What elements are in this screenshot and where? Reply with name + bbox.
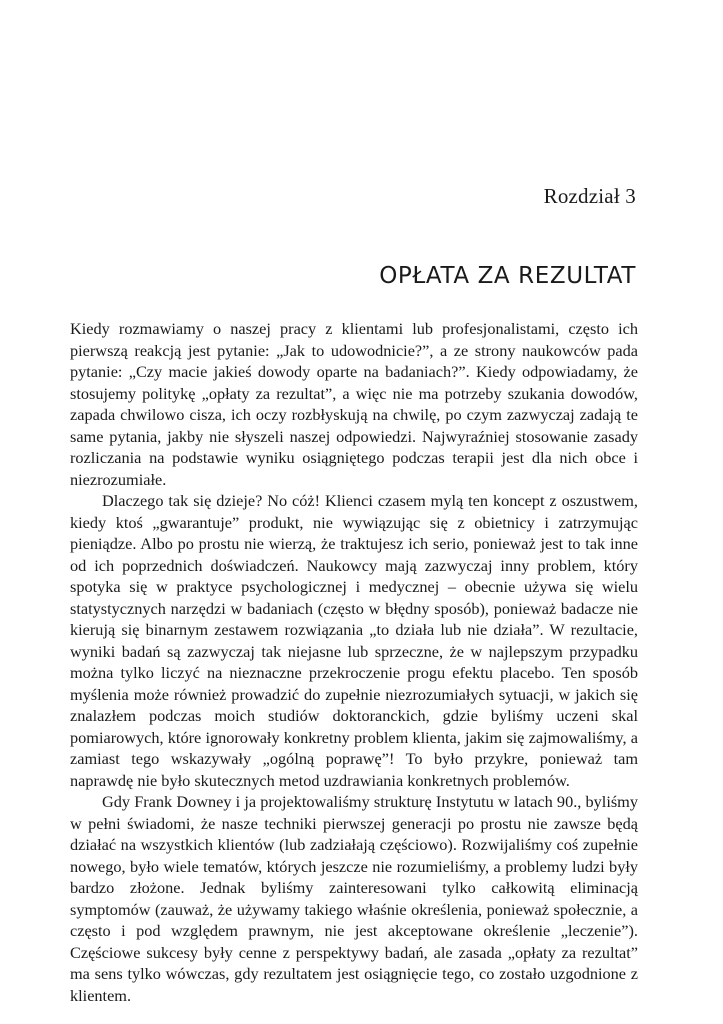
paragraph: Kiedy rozmawiamy o naszej pracy z klientami lub profesjonalistami, często ich pierwszą reakcją jest pytanie: „Jak to udowodnicie?”, a ze strony naukowców pada pytanie: „Czy macie jakieś dowody oparte na badaniach?”. Kiedy odpowiadamy, że stosujemy politykę „opłaty za rezultat”, a więc nie ma potrzeby szukania dowodów, zapada chwilowo cisza, ich oczy rozbłyskują na chwilę, po czym zazwyczaj zadają te same pytania, jakby nie słyszeli naszej odpowiedzi. Najwyraźniej stosowanie zasady rozliczania na podstawie wyniku osiągniętego podczas terapii jest dla nich obce i niezrozumiałe. xyxy=(70,319,638,489)
paragraph: Dlaczego tak się dzieje? No cóż! Klienci czasem mylą ten koncept z oszustwem, kiedy ktoś „gwarantuje” produkt, nie wywiązując się z obietnicy i zatrzymując pieniądze. Albo po prostu nie wierzą, że traktujesz ich serio, ponieważ jest to tak inne od ich poprzednich doświadczeń. Naukowcy mają zazwyczaj inny problem, który spotyka się w praktyce psychologicznej i medycznej – obecnie używa się wielu statystycznych narzędzi w badaniach (często w błędny sposób), ponieważ badacze nie kierują się binarnym zestawem rozwiązania „to działa lub nie działa”. W rezultacie, wyniki badań są zazwyczaj tak niejasne lub sprzeczne, że w najlepszym przypadku można tylko liczyć na nieznaczne przekroczenie progu efektu placebo. Ten sposób myślenia może również prowadzić do zupełnie niezrozumiałych sytuacji, w jakich się znalazłem podczas moich studiów doktoranckich, gdzie byliśmy uczeni skal pomiarowych, które ignorowały konkretny problem klienta, jakim się zajmowaliśmy, a zamiast tego wskazywały „ogólną poprawę”! To było przykre, ponieważ tam naprawdę nie było skutecznych metod uzdrawiania konkretnych problemów. xyxy=(70,491,638,790)
chapter-title: OPŁATA ZA REZULTAT xyxy=(379,263,636,289)
chapter-label: Rozdział 3 xyxy=(543,184,636,208)
body-text xyxy=(70,318,638,1006)
paragraph: Gdy Frank Downey i ja projektowaliśmy strukturę Instytutu w latach 90., byliśmy w pełni świadomi, że nasze techniki pierwszej generacji po prostu nie zawsze będą działać na wszystkich klientów (lub zadziałają częściowo). Rozwijaliśmy coś zupełnie nowego, było wiele tematów, których jeszcze nie rozumieliśmy, a problemy ludzi były bardzo złożone. Jednak byliśmy zainteresowani tylko całkowitą eliminacją symptomów (zauważ, że używamy takiego właśnie określenia, ponieważ społecznie, a często i pod względem prawnym, nie jest akceptowane określenie „leczenie”). Częściowe sukcesy były cenne z perspektywy badań, ale zasada „opłaty za rezultat” ma sens tylko wówczas, gdy rezultatem jest osiągnięcie tego, co zostało uzgodnione z klientem. xyxy=(70,792,638,1005)
